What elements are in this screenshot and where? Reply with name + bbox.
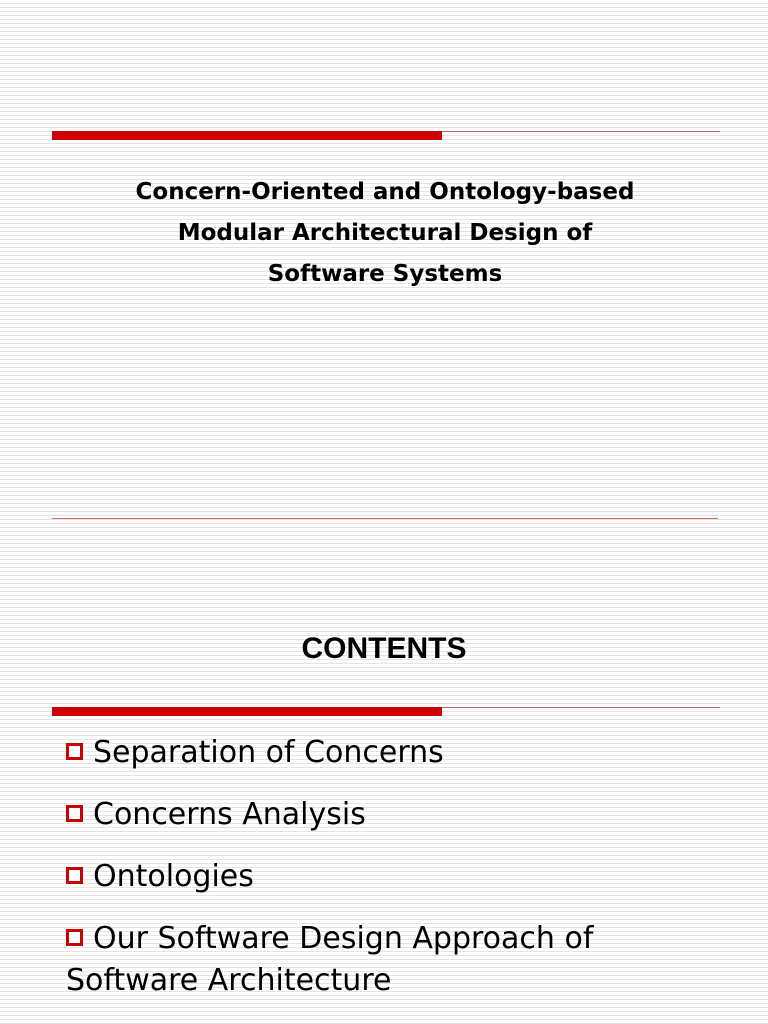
- checkbox-square-icon: [66, 743, 83, 760]
- list-item: [66, 918, 716, 1002]
- slide-title-line-3: Software Systems: [267, 261, 503, 287]
- checkbox-square-icon: [66, 805, 83, 822]
- list-item-label: Separation of Concerns: [93, 735, 444, 770]
- contents-rule-thin: [442, 707, 720, 708]
- contents-heading: CONTENTS: [301, 632, 467, 665]
- contents-list: [66, 732, 716, 1022]
- list-item-label: Ontologies: [93, 859, 254, 894]
- checkbox-square-icon: [66, 929, 83, 946]
- contents-rule-thick: [52, 707, 442, 716]
- list-item: [66, 794, 716, 836]
- list-item: [66, 856, 716, 898]
- slide-title-line-2: Modular Architectural Design of: [177, 220, 593, 246]
- top-rule-thin: [442, 131, 720, 132]
- slide-title: [40, 172, 730, 295]
- list-item-label: Our Software Design Approach of Software Architecture: [66, 921, 594, 998]
- list-item: [66, 732, 716, 774]
- slide-title-line-1: Concern-Oriented and Ontology-based: [135, 179, 635, 205]
- top-rule-thick: [52, 131, 442, 140]
- slide-divider: [52, 518, 718, 519]
- list-item-label: Concerns Analysis: [93, 797, 366, 832]
- checkbox-square-icon: [66, 867, 83, 884]
